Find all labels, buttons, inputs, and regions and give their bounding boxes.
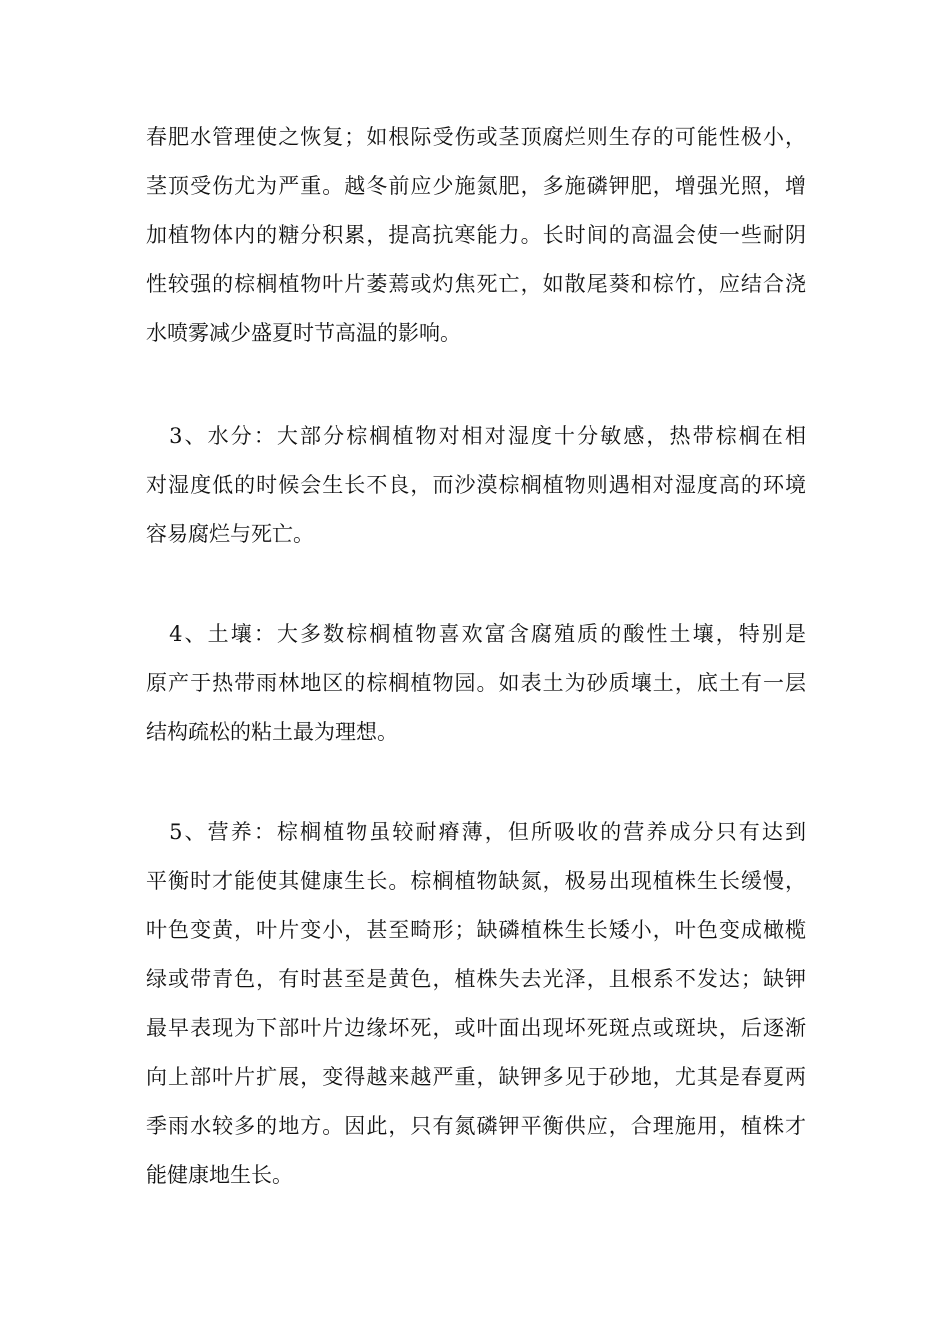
paragraph-4-line-5: 最早表现为下部叶片边缘坏死，或叶面出现坏死斑点或斑块，后逐渐 [146, 1016, 806, 1040]
paragraph-2-line-2: 对湿度低的时候会生长不良，而沙漠棕榈植物则遇相对湿度高的环境 [146, 473, 806, 497]
paragraph-1-line-1: 春肥水管理使之恢复；如根际受伤或茎顶腐烂则生存的可能性极小， [146, 125, 806, 149]
paragraph-4-line-2: 平衡时才能使其健康生长。棕榈植物缺氮，极易出现植株生长缓慢， [146, 869, 806, 893]
paragraph-1-line-4: 性较强的棕榈植物叶片萎蔫或灼焦死亡，如散尾葵和棕竹，应结合浇 [146, 272, 806, 296]
paragraph-4-line-4: 绿或带青色，有时甚至是黄色，植株失去光泽，且根系不发达；缺钾 [146, 967, 806, 991]
paragraph-2-line-3: 容易腐烂与死亡。 [146, 522, 314, 546]
paragraph-2-line-1: 3、水分：大部分棕榈植物对相对湿度十分敏感，热带棕榈在相 [146, 424, 806, 448]
paragraph-1-line-3: 加植物体内的糖分积累，提高抗寒能力。长时间的高温会使一些耐阴 [146, 223, 806, 247]
paragraph-1-line-5: 水喷雾减少盛夏时节高温的影响。 [146, 321, 461, 345]
paragraph-1-line-2: 茎顶受伤尤为严重。越冬前应少施氮肥，多施磷钾肥，增强光照，增 [146, 174, 806, 198]
paragraph-3-line-3: 结构疏松的粘土最为理想。 [146, 720, 398, 744]
paragraph-3-line-1: 4、土壤：大多数棕榈植物喜欢富含腐殖质的酸性土壤，特别是 [146, 622, 806, 646]
paragraph-4-line-8: 能健康地生长。 [146, 1163, 293, 1187]
paragraph-4-line-1: 5、营养：棕榈植物虽较耐瘠薄，但所吸收的营养成分只有达到 [146, 820, 806, 844]
paragraph-4-line-6: 向上部叶片扩展，变得越来越严重，缺钾多见于砂地，尤其是春夏两 [146, 1065, 806, 1089]
paragraph-4-line-7: 季雨水较多的地方。因此，只有氮磷钾平衡供应，合理施用，植株才 [146, 1114, 806, 1138]
paragraph-3-line-2: 原产于热带雨林地区的棕榈植物园。如表土为砂质壤土，底土有一层 [146, 671, 806, 695]
paragraph-4-line-3: 叶色变黄，叶片变小，甚至畸形；缺磷植株生长矮小，叶色变成橄榄 [146, 918, 806, 942]
